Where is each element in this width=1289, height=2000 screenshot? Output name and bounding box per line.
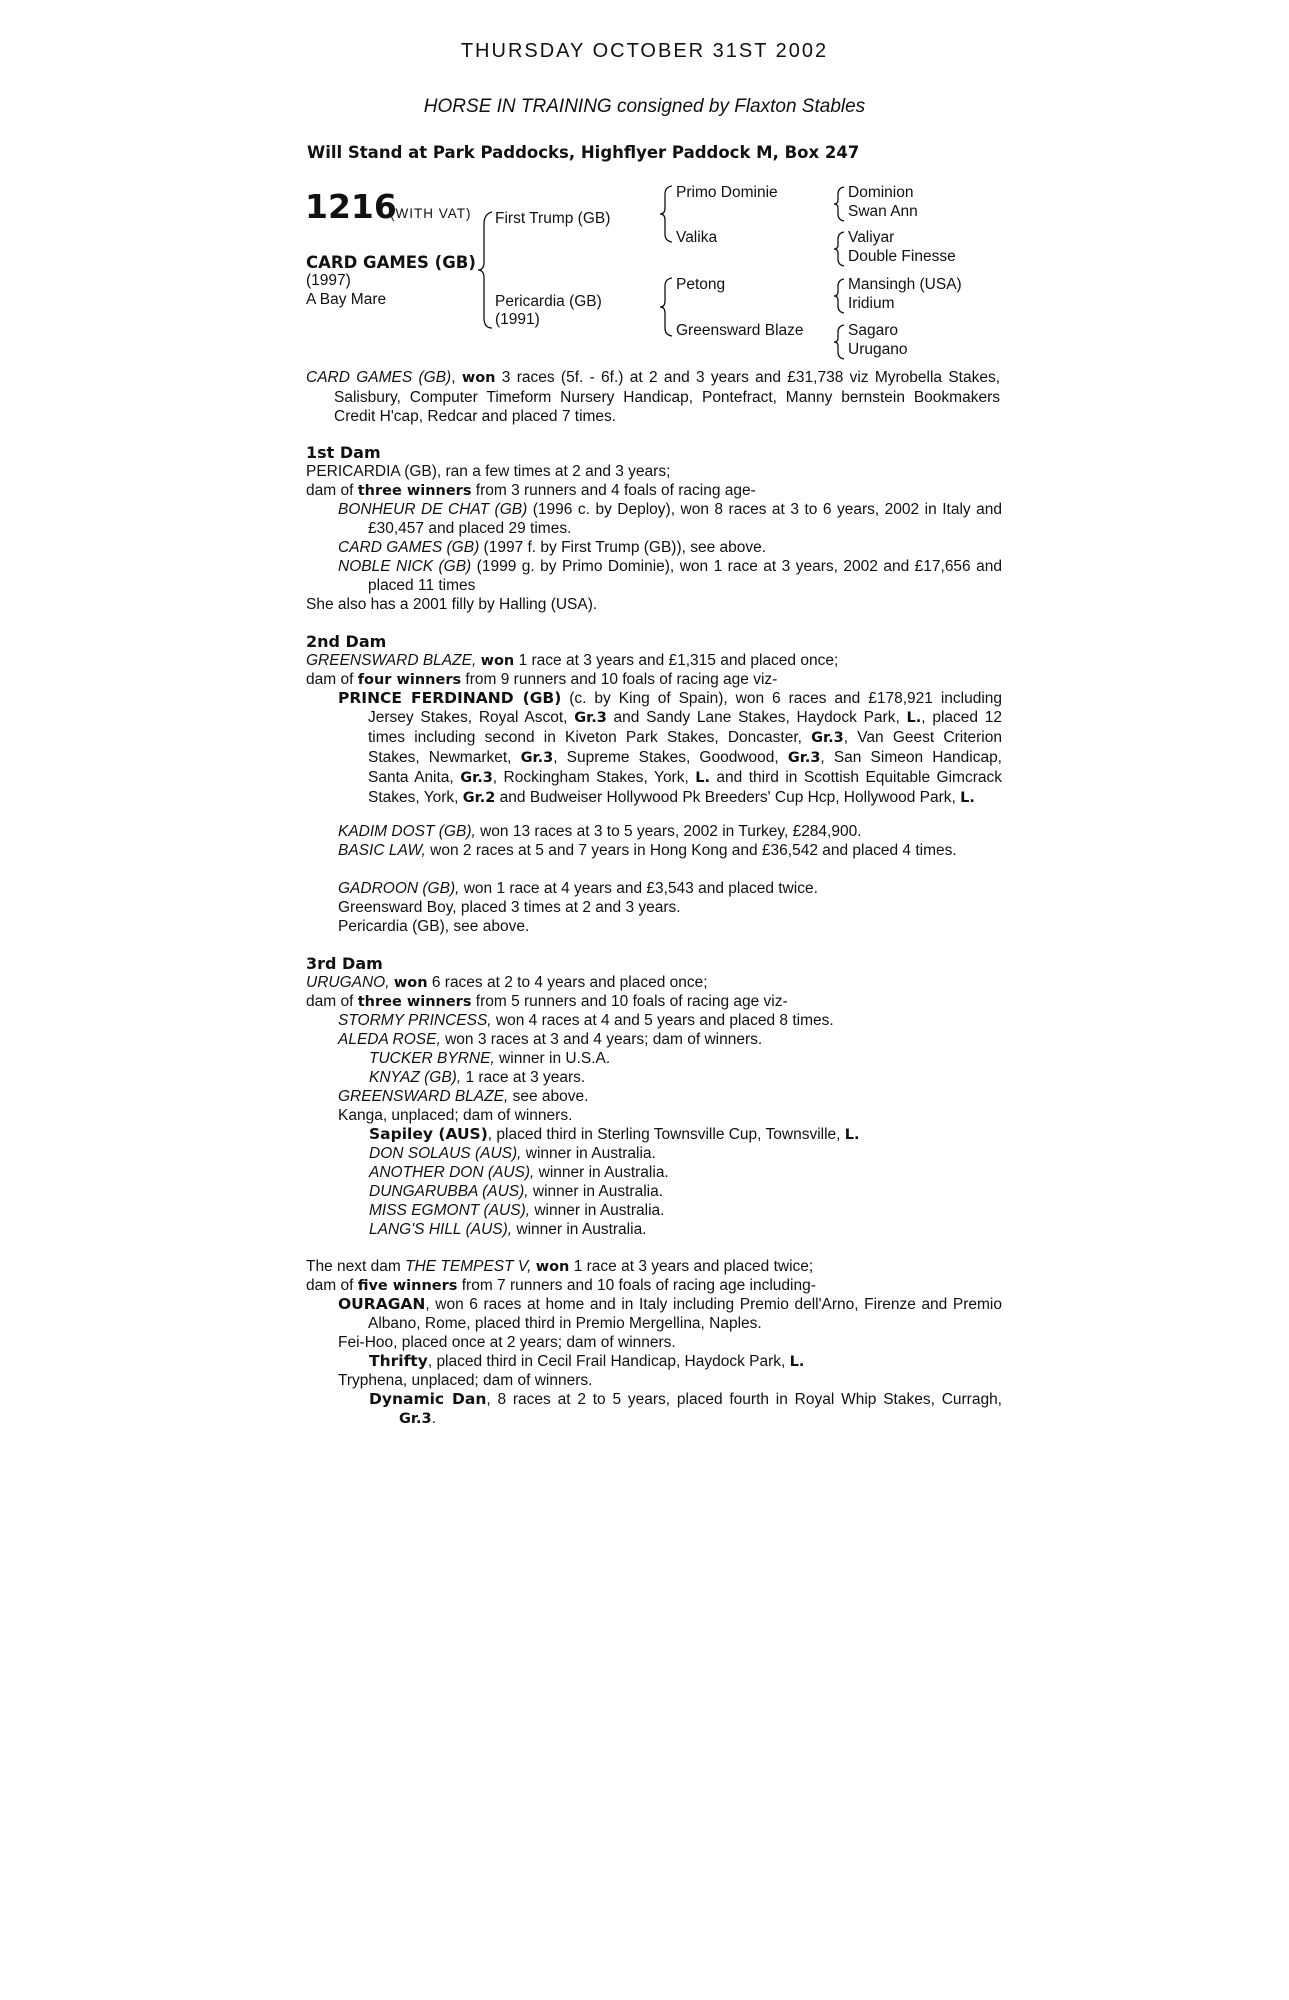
text-segment: from 9 runners and 10 foals of racing age viz-	[461, 671, 778, 688]
progeny-text: , placed third in Cecil Frail Handicap, Haydock Park,	[427, 1353, 790, 1370]
grandprogeny-entry	[369, 1352, 804, 1372]
progeny-name: NOBLE NICK (GB)	[338, 558, 472, 575]
grade-badge: Gr.3	[460, 770, 493, 786]
grandprogeny-entry	[369, 1201, 664, 1220]
progeny-entry: Kanga, unplaced; dam of winners.	[338, 1107, 573, 1124]
third-dam-line2	[306, 992, 788, 1012]
progeny-text: winner in Australia.	[512, 1221, 647, 1238]
progeny-name: BASIC LAW,	[338, 842, 426, 859]
ggp-5: Mansingh (USA)	[848, 276, 962, 293]
grandprogeny-entry	[369, 1125, 860, 1145]
progeny-entry	[338, 822, 862, 841]
progeny-name: MISS EGMONT (AUS),	[369, 1202, 531, 1219]
won-label: won	[461, 370, 496, 386]
sire: First Trump (GB)	[495, 210, 611, 227]
ggp-4: Double Finesse	[848, 248, 956, 265]
progeny-name: GADROON (GB),	[338, 880, 460, 897]
progeny-text: (1996 c. by Deploy), won 8 races at 3 to 6 years, 2002 in Italy and £30,457 and placed 29 times.	[368, 501, 1002, 537]
progeny-text: see above.	[508, 1088, 589, 1105]
progeny-name: CARD GAMES (GB)	[338, 539, 480, 556]
lot-number: 1216	[305, 187, 397, 226]
race-summary: CARD GAMES (GB), won 3 races (5f. - 6f.) at 2 and 3 years and £31,738 viz Myrobella Stakes, Salisbury, Computer Timeform Nursery Handicap, Pontefract, Manny bernstein Bookmakers Credit H'cap, Redcar and placed 7 times.	[306, 369, 1001, 425]
progeny-entry: Tryphena, unplaced; dam of winners.	[338, 1372, 593, 1389]
pedigree-brace-dam	[660, 276, 676, 338]
progeny-name: Thrifty	[369, 1352, 428, 1370]
progeny-text: won 1 race at 4 years and £3,543 and placed twice.	[459, 880, 818, 897]
progeny-name: DUNGARUBBA (AUS),	[369, 1183, 529, 1200]
progeny-text: winner in Australia.	[528, 1183, 664, 1200]
progeny-name: Dynamic Dan	[369, 1390, 487, 1408]
progeny-name: GREENSWARD BLAZE,	[338, 1088, 509, 1105]
dam: Pericardia (GB)	[495, 293, 602, 310]
progeny-entry	[338, 538, 766, 557]
grade-badge: Gr.3	[787, 750, 821, 766]
winners-count: four winners	[357, 672, 462, 688]
text-segment: and Sandy Lane Stakes, Haydock Park,	[606, 709, 907, 726]
pedigree-brace-ggp-3	[834, 278, 846, 314]
next-dam-line1	[306, 1257, 813, 1277]
ggp-2: Swan Ann	[848, 203, 918, 220]
grandprogeny-entry	[369, 1068, 585, 1087]
ggp-8: Urugano	[848, 341, 908, 358]
won-label: won	[480, 653, 515, 669]
listed-badge: L.	[844, 1127, 860, 1143]
grade-badge: Gr.3	[574, 710, 607, 726]
progeny-name: STORMY PRINCESS,	[338, 1012, 492, 1029]
progeny-name: TUCKER BYRNE,	[369, 1050, 495, 1067]
listed-badge: L.	[695, 770, 710, 786]
text-segment: 6 races at 2 to 4 years and placed once;	[427, 974, 708, 991]
dam-dam: Greensward Blaze	[676, 322, 804, 339]
progeny-entry	[338, 1087, 588, 1106]
text-segment: , Supreme Stakes, Goodwood,	[553, 749, 788, 766]
grandprogeny-entry	[369, 1182, 663, 1201]
summary-horse-name: CARD GAMES (GB)	[306, 369, 452, 386]
grade-badge: Gr.3	[520, 750, 554, 766]
progeny-text: (1999 g. by Primo Dominie), won 1 race at 3 years, 2002 and £17,656 and placed 11 times	[368, 558, 1002, 594]
progeny-text: won 13 races at 3 to 5 years, 2002 in Turkey, £284,900.	[475, 823, 862, 840]
pedigree-brace-ggp-1	[834, 186, 846, 222]
progeny-entry-ouragan	[338, 1295, 1002, 1333]
text-segment: from 3 runners and 4 foals of racing age-	[471, 482, 756, 499]
progeny-name: KADIM DOST (GB),	[338, 823, 476, 840]
ggp-7: Sagaro	[848, 322, 898, 339]
ggp-1: Dominion	[848, 184, 914, 201]
second-dam-line2	[306, 670, 777, 690]
first-dam-heading: 1st Dam	[306, 443, 381, 462]
grade-badge: Gr.2	[462, 790, 496, 806]
progeny-entry	[338, 879, 818, 898]
progeny-name: BONHEUR DE CHAT (GB)	[338, 501, 528, 518]
pedigree-brace-ggp-4	[834, 324, 846, 360]
grandprogeny-entry	[369, 1163, 669, 1182]
sale-date: THURSDAY OCTOBER 31ST 2002	[460, 40, 829, 62]
progeny-text: won 2 races at 5 and 7 years in Hong Kong and £36,542 and placed 4 times.	[425, 842, 957, 859]
progeny-text: , placed third in Sterling Townsville Cup, Townsville,	[487, 1126, 845, 1143]
listed-badge: L.	[906, 710, 922, 726]
winners-count: five winners	[357, 1278, 458, 1294]
progeny-text: winner in Australia.	[534, 1164, 669, 1181]
text-segment: dam of	[306, 993, 358, 1010]
listed-badge: L.	[789, 1354, 805, 1370]
progeny-text: won 3 races at 3 and 4 years; dam of winners.	[440, 1031, 763, 1048]
progeny-entry: Fei-Hoo, placed once at 2 years; dam of winners.	[338, 1334, 676, 1351]
progeny-entry	[338, 841, 1002, 860]
text-segment: (c. by King of Spain), won 6 races and £178,921 including Jersey Stakes, Royal Ascot,	[368, 690, 1003, 726]
progeny-text: won 4 races at 4 and 5 years and placed 8 times.	[491, 1012, 834, 1029]
consignment-title: HORSE IN TRAINING consigned by Flaxton Stables	[423, 96, 866, 117]
dam-name: THE TEMPEST V,	[405, 1258, 532, 1275]
progeny-entry-prince-ferdinand	[338, 689, 1002, 808]
first-dam-line1: PERICARDIA (GB), ran a few times at 2 and 3 years;	[306, 463, 671, 480]
text-segment: dam of	[306, 671, 358, 688]
horse-year: (1997)	[306, 272, 351, 289]
ggp-3: Valiyar	[848, 229, 895, 246]
dam-name: URUGANO,	[306, 974, 390, 991]
listed-badge: L.	[960, 790, 975, 806]
grandprogeny-entry	[369, 1144, 656, 1163]
dam-name: GREENSWARD BLAZE,	[306, 652, 477, 669]
text-segment: dam of	[306, 1277, 358, 1294]
text-segment: from 7 runners and 10 foals of racing age including-	[457, 1277, 816, 1294]
third-dam-line1	[306, 973, 708, 993]
text-segment: , Van Geest Criterion Stakes, Newmarket,	[368, 729, 1002, 766]
horse-description: A Bay Mare	[306, 291, 387, 308]
progeny-text: winner in Australia.	[521, 1145, 656, 1162]
progeny-entry: Pericardia (GB), see above.	[338, 918, 530, 935]
progeny-entry	[338, 500, 1002, 538]
pedigree-brace-ggp-2	[834, 231, 846, 267]
progeny-text: 1 race at 3 years.	[461, 1069, 586, 1086]
progeny-name: KNYAZ (GB),	[369, 1069, 462, 1086]
second-dam-heading: 2nd Dam	[306, 632, 387, 651]
winners-count: three winners	[357, 994, 472, 1010]
progeny-name: ALEDA ROSE,	[338, 1031, 441, 1048]
progeny-text: winner in U.S.A.	[494, 1050, 611, 1067]
pedigree-brace-sire	[660, 184, 676, 244]
sire-dam: Valika	[676, 229, 718, 246]
text-segment: 1 race at 3 years and placed twice;	[569, 1258, 814, 1275]
grade-badge: Gr.3	[399, 1411, 432, 1427]
text-segment: The next dam	[306, 1258, 406, 1275]
progeny-entry: Greensward Boy, placed 3 times at 2 and 3 years.	[338, 899, 681, 916]
stand-location: Will Stand at Park Paddocks, Highflyer Paddock M, Box 247	[307, 143, 860, 162]
first-dam-footer: She also has a 2001 filly by Halling (USA).	[306, 596, 598, 613]
dam-year: (1991)	[495, 311, 540, 328]
grandprogeny-entry	[369, 1220, 647, 1239]
progeny-text: winner in Australia.	[530, 1202, 665, 1219]
text-segment: , San Simeon Handicap, Santa Anita,	[368, 749, 1002, 786]
progeny-entry	[338, 1011, 834, 1030]
second-dam-line1	[306, 651, 838, 671]
text-segment: , Rockingham Stakes, York,	[492, 769, 696, 786]
progeny-name: Sapiley (AUS)	[369, 1125, 488, 1143]
progeny-name: ANOTHER DON (AUS),	[369, 1164, 535, 1181]
progeny-text: , 8 races at 2 to 5 years, placed fourth in Royal Whip Stakes, Curragh,	[486, 1391, 1002, 1408]
grandprogeny-entry	[369, 1390, 1002, 1429]
next-dam-line2	[306, 1276, 816, 1296]
text-segment: and third in Scottish Equitable Gimcrack Stakes, York,	[368, 769, 1002, 806]
text-segment: from 5 runners and 10 foals of racing age viz-	[471, 993, 788, 1010]
ggp-6: Iridium	[848, 295, 895, 312]
horse-name: CARD GAMES (GB)	[306, 253, 476, 272]
progeny-name: OURAGAN	[338, 1295, 426, 1313]
won-label: won	[535, 1259, 570, 1275]
progeny-name: DON SOLAUS (AUS),	[369, 1145, 522, 1162]
progeny-text: , won 6 races at home and in Italy including Premio dell'Arno, Firenze and Premio Albano, Rome, placed third in Premio Mergellina, Naples.	[368, 1296, 1002, 1332]
progeny-name: LANG'S HILL (AUS),	[369, 1221, 513, 1238]
progeny-name: PRINCE FERDINAND (GB)	[338, 689, 562, 707]
text-segment: and Budweiser Hollywood Pk Breeders' Cup Hcp, Hollywood Park,	[495, 789, 961, 806]
progeny-text: (1997 f. by First Trump (GB)), see above.	[479, 539, 767, 556]
dam-sire: Petong	[676, 276, 726, 293]
text-segment: .	[431, 1410, 436, 1427]
progeny-entry	[338, 1030, 762, 1049]
first-dam-line2	[306, 481, 756, 501]
text-segment: 1 race at 3 years and £1,315 and placed once;	[514, 652, 839, 669]
vat-note: (WITH VAT)	[390, 206, 472, 221]
grade-badge: Gr.3	[811, 730, 844, 746]
sire-sire: Primo Dominie	[676, 184, 778, 201]
third-dam-heading: 3rd Dam	[306, 954, 383, 973]
text-segment: , placed 12 times including second in Kiveton Park Stakes, Doncaster,	[368, 709, 1002, 746]
winners-count: three winners	[357, 483, 472, 499]
text-segment: dam of	[306, 482, 358, 499]
progeny-entry	[338, 557, 1002, 595]
grandprogeny-entry	[369, 1049, 610, 1068]
summary-text: 3 races (5f. - 6f.) at 2 and 3 years and £31,738 viz Myrobella Stakes, Salisbury, Computer Timeform Nursery Handicap, Pontefract, Manny bernstein Bookmakers Credit H'cap, Redcar and placed 7 times.	[334, 369, 1001, 425]
won-label: won	[393, 975, 428, 991]
